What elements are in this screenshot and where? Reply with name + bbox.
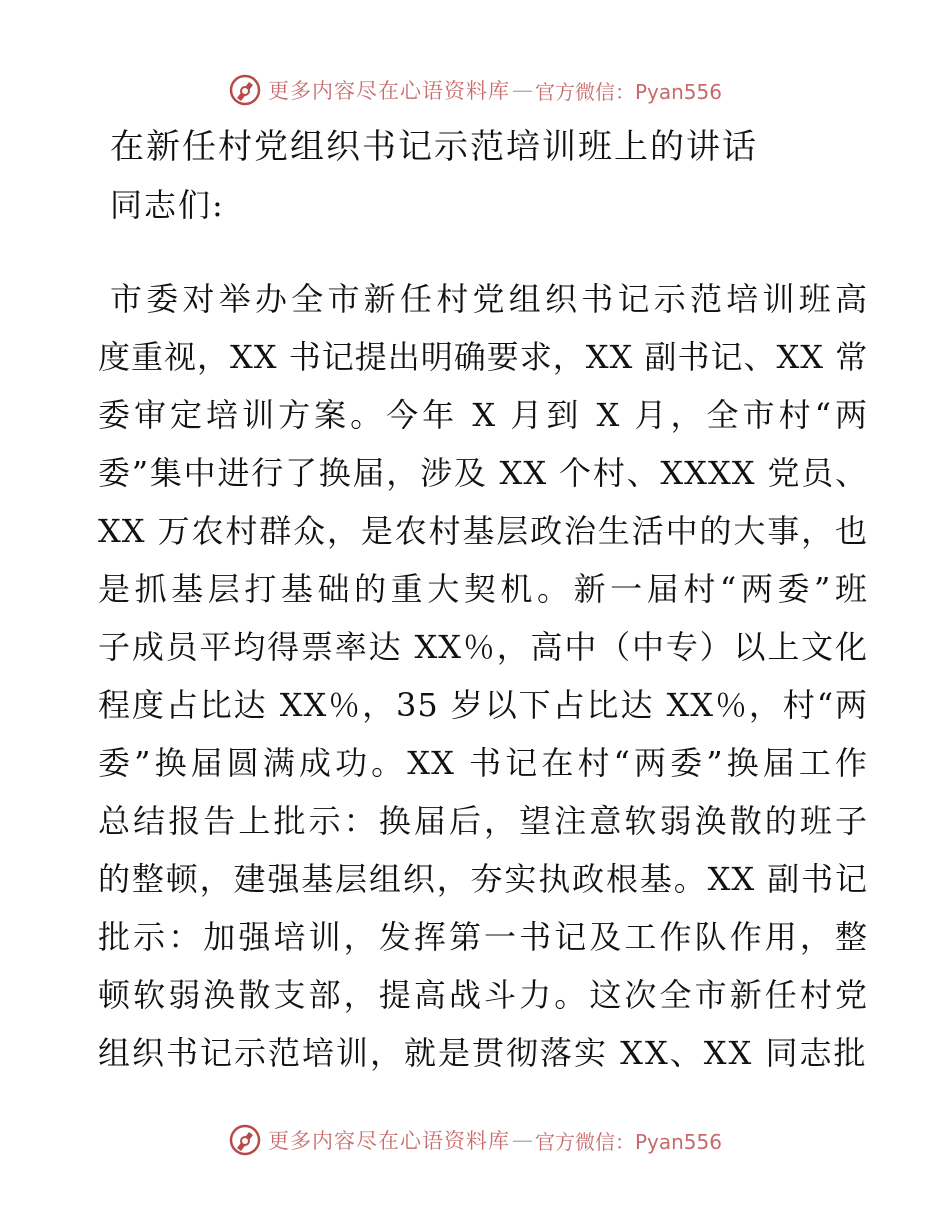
footer-watermark-banner <box>0 1118 950 1162</box>
paragraph-line: 委”换届圆满成功。XX 书记在村“两委”换届工作 <box>98 744 868 782</box>
paragraph-line: 是抓基层打基础的重大契机。新一届村“两委”班 <box>98 570 868 608</box>
paragraph-line: 总结报告上批示：换届后，望注意软弱涣散的班子 <box>98 802 868 840</box>
paragraph-line: 市委对举办全市新任村党组织书记示范培训班高 <box>110 280 868 318</box>
paragraph-line: 委审定培训方案。今年 X 月到 X 月，全市村“两 <box>98 396 868 434</box>
paragraph-line: 子成员平均得票率达 XX％，高中（中专）以上文化 <box>98 628 868 666</box>
paragraph-line: 程度占比达 XX％，35 岁以下占比达 XX％，村“两 <box>98 686 868 724</box>
banner-separator: — <box>511 78 533 102</box>
paragraph-line: XX 万农村群众，是农村基层政治生活中的大事，也 <box>98 512 868 550</box>
banner-text: 更多内容尽在心语资料库 <box>267 79 510 103</box>
banner-wechat: 官方微信：Pyan556 <box>534 79 722 104</box>
pen-logo-icon <box>228 73 262 107</box>
banner-separator: — <box>511 1128 533 1152</box>
paragraph-line: 委”集中进行了换届，涉及 XX 个村、XXXX 党员、 <box>98 454 868 492</box>
paragraph-line: 度重视，XX 书记提出明确要求，XX 副书记、XX 常 <box>98 338 869 376</box>
paragraph-line: 批示：加强培训，发挥第一书记及工作队作用，整 <box>98 918 868 956</box>
banner-text: 更多内容尽在心语资料库 <box>267 1129 510 1153</box>
banner-wechat: 官方微信：Pyan556 <box>534 1129 722 1154</box>
paragraph-line: 组织书记示范培训，就是贯彻落实 XX、XX 同志批 <box>98 1034 868 1072</box>
paragraph-line: 顿软弱涣散支部，提高战斗力。这次全市新任村党 <box>98 976 868 1014</box>
header-watermark-banner <box>0 68 950 112</box>
document-title: 在新任村党组织书记示范培训班上的讲话 <box>110 127 758 167</box>
pen-logo-icon <box>228 1123 262 1157</box>
salutation: 同志们: <box>110 186 225 224</box>
paragraph-line: 的整顿，建强基层组织，夯实执政根基。XX 副书记 <box>98 860 868 898</box>
body-paragraph <box>98 270 868 1082</box>
